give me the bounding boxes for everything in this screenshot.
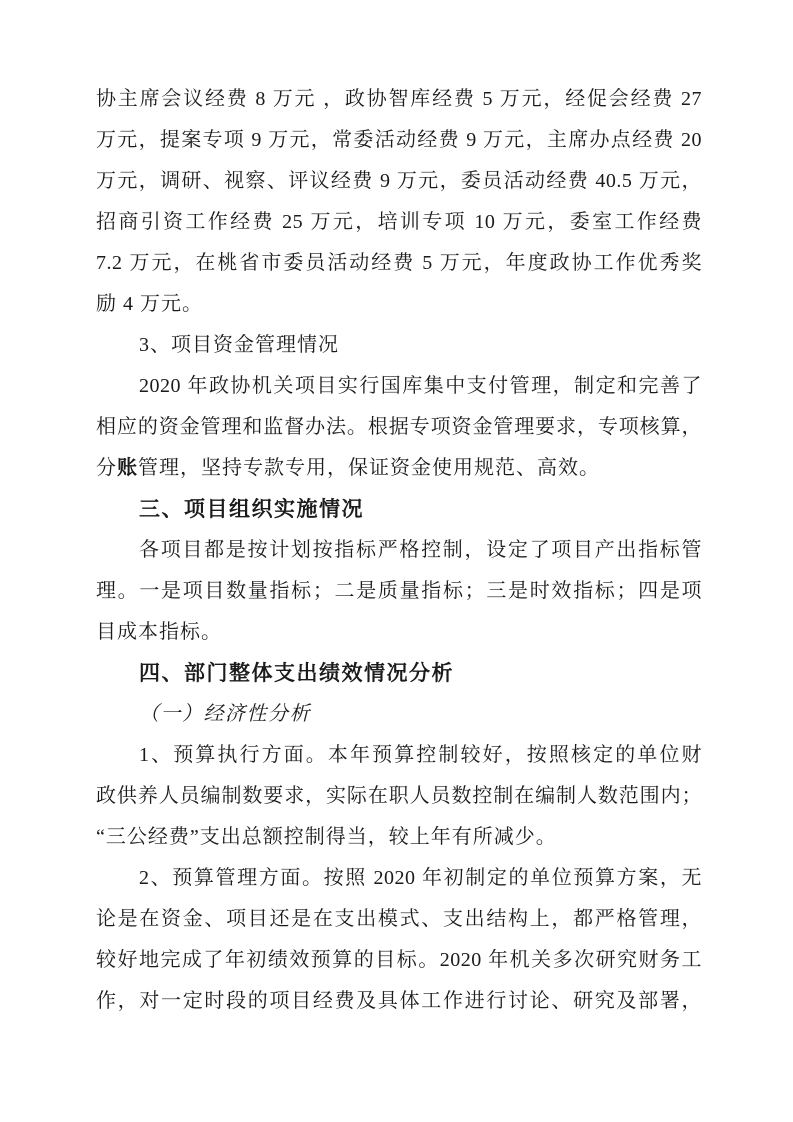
paragraph-line: 励 4 万元。 xyxy=(96,293,203,315)
section-heading-four: 四、部门整体支出绩效情况分析 xyxy=(139,662,454,685)
text-run: 管理，坚持专款专用，保证资金使用规范、高效。 xyxy=(138,457,600,479)
paragraph-line: 理。一是项目数量指标；二是质量指标；三是时效指标；四是项 xyxy=(96,580,702,602)
subsection-heading-funds: 3、项目资金管理情况 xyxy=(139,334,339,356)
paragraph-line: 2、预算管理方面。按照 2020 年初制定的单位预算方案，无 xyxy=(139,867,702,889)
text-run: 分 xyxy=(96,457,117,479)
document-body xyxy=(96,79,702,1022)
paragraph-line: 2020 年政协机关项目实行国库集中支付管理，制定和完善了 xyxy=(139,375,702,397)
subsection-heading-economy: （一）经济性分析 xyxy=(139,703,311,725)
paragraph-line: 作，对一定时段的项目经费及具体工作进行讨论、研究及部署， xyxy=(96,990,702,1012)
paragraph-line: 7.2 万元，在桃省市委员活动经费 5 万元，年度政协工作优秀奖 xyxy=(96,252,702,274)
paragraph-line: 1、预算执行方面。本年预算控制较好，按照核定的单位财 xyxy=(139,744,702,766)
paragraph-line: 论是在资金、项目还是在支出模式、支出结构上，都严格管理， xyxy=(96,908,702,930)
emphasized-char: 账 xyxy=(117,457,138,479)
paragraph-line: 各项目都是按计划按指标严格控制，设定了项目产出指标管 xyxy=(139,539,702,561)
paragraph-line: 招商引资工作经费 25 万元，培训专项 10 万元，委室工作经费 xyxy=(96,211,702,233)
paragraph-line: 较好地完成了年初绩效预算的目标。2020 年机关多次研究财务工 xyxy=(96,949,702,971)
section-heading-three: 三、项目组织实施情况 xyxy=(139,498,364,521)
paragraph-line: 协主席会议经费 8 万元 ，政协智库经费 5 万元，经促会经费 27 xyxy=(96,88,702,110)
paragraph-line: 目成本指标。 xyxy=(96,621,222,643)
paragraph-line: 万元，提案专项 9 万元，常委活动经费 9 万元，主席办点经费 20 xyxy=(96,129,702,151)
paragraph-line xyxy=(96,448,702,489)
paragraph-line: 万元，调研、视察、评议经费 9 万元，委员活动经费 40.5 万元， xyxy=(96,170,702,192)
paragraph-line: “三公经费”支出总额控制得当，较上年有所减少。 xyxy=(96,826,557,848)
paragraph-line: 相应的资金管理和监督办法。根据专项资金管理要求，专项核算， xyxy=(96,416,702,438)
paragraph-line: 政供养人员编制数要求，实际在职人员数控制在编制人数范围内； xyxy=(96,785,702,807)
